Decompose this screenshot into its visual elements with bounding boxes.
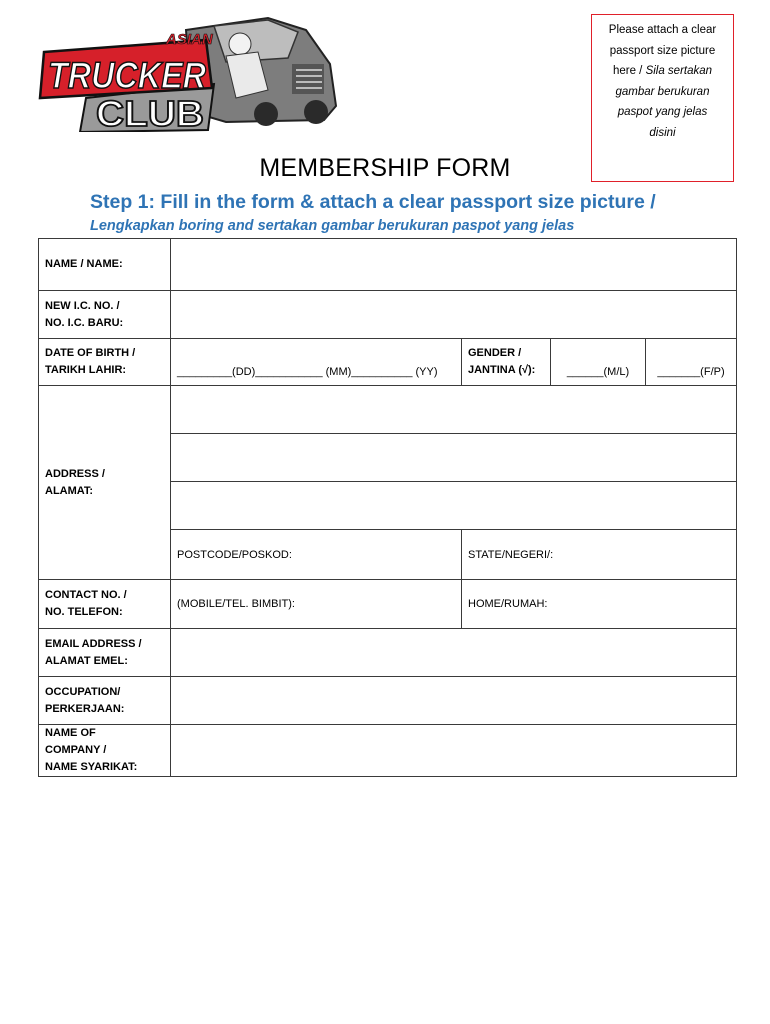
logo-mid-text: TRUCKER (48, 55, 207, 96)
occupation-field[interactable] (171, 677, 737, 725)
address-line-1[interactable] (171, 386, 737, 434)
row-company (39, 725, 737, 777)
gender-male-field[interactable]: ______(M/L) (551, 339, 646, 386)
membership-form-table (38, 238, 737, 777)
row-email (39, 629, 737, 677)
address-line-2[interactable] (171, 434, 737, 482)
photo-box-line: passport size picture (609, 44, 716, 57)
step1-instruction-malay: Lengkapkan boring and sertakan gambar berukuran paspot yang jelas (90, 218, 575, 234)
address-line-3[interactable] (171, 482, 737, 530)
row-address-1 (39, 386, 737, 434)
photo-box-line-italic: gambar berukuran (615, 85, 710, 98)
address-label: ADDRESS / ALAMAT: (39, 386, 171, 580)
photo-box-line-italic: Sila sertakan (645, 65, 713, 77)
state-field[interactable]: STATE/NEGERI/: (462, 530, 737, 580)
gender-label: GENDER / JANTINA (√): (462, 339, 551, 386)
postcode-field[interactable]: POSTCODE/POSKOD: (171, 530, 462, 580)
home-phone-field[interactable]: HOME/RUMAH: (462, 580, 737, 629)
name-label: NAME / NAME: (39, 239, 171, 291)
page-title: MEMBERSHIP FORM (259, 154, 511, 182)
photo-box-line-italic: paspot yang jelas (617, 106, 708, 118)
logo-bottom-text: CLUB (96, 93, 204, 132)
email-field[interactable] (171, 629, 737, 677)
mobile-field[interactable]: (MOBILE/TEL. BIMBIT): (171, 580, 462, 629)
email-label: EMAIL ADDRESS / ALAMAT EMEL: (39, 629, 171, 677)
row-dob-gender (39, 339, 737, 386)
row-contact (39, 580, 737, 629)
row-occupation (39, 677, 737, 725)
name-field[interactable] (171, 239, 737, 291)
contact-label: CONTACT NO. / NO. TELEFON: (39, 580, 171, 629)
row-name (39, 239, 737, 291)
row-ic (39, 291, 737, 339)
ic-label: NEW I.C. NO. / NO. I.C. BARU: (39, 291, 171, 339)
dob-label: DATE OF BIRTH / TARIKH LAHIR: (39, 339, 171, 386)
photo-box-line: here / (612, 65, 646, 77)
step1-instruction: Step 1: Fill in the form & attach a clear passport size picture / (90, 191, 656, 213)
logo-top-text: ASIAN (166, 31, 213, 48)
company-field[interactable] (171, 725, 737, 777)
company-label: NAME OF COMPANY / NAME SYARIKAT: (39, 725, 171, 777)
asian-trucker-club-logo (36, 14, 340, 132)
occupation-label: OCCUPATION/ PERKERJAAN: (39, 677, 171, 725)
ic-field[interactable] (171, 291, 737, 339)
gender-female-field[interactable]: _______(F/P) (646, 339, 737, 386)
photo-box-line-italic: disini (649, 126, 676, 139)
photo-box-line: Please attach a clear (608, 24, 717, 36)
dob-field[interactable]: _________(DD)___________ (MM)__________ (YY) (171, 339, 462, 386)
